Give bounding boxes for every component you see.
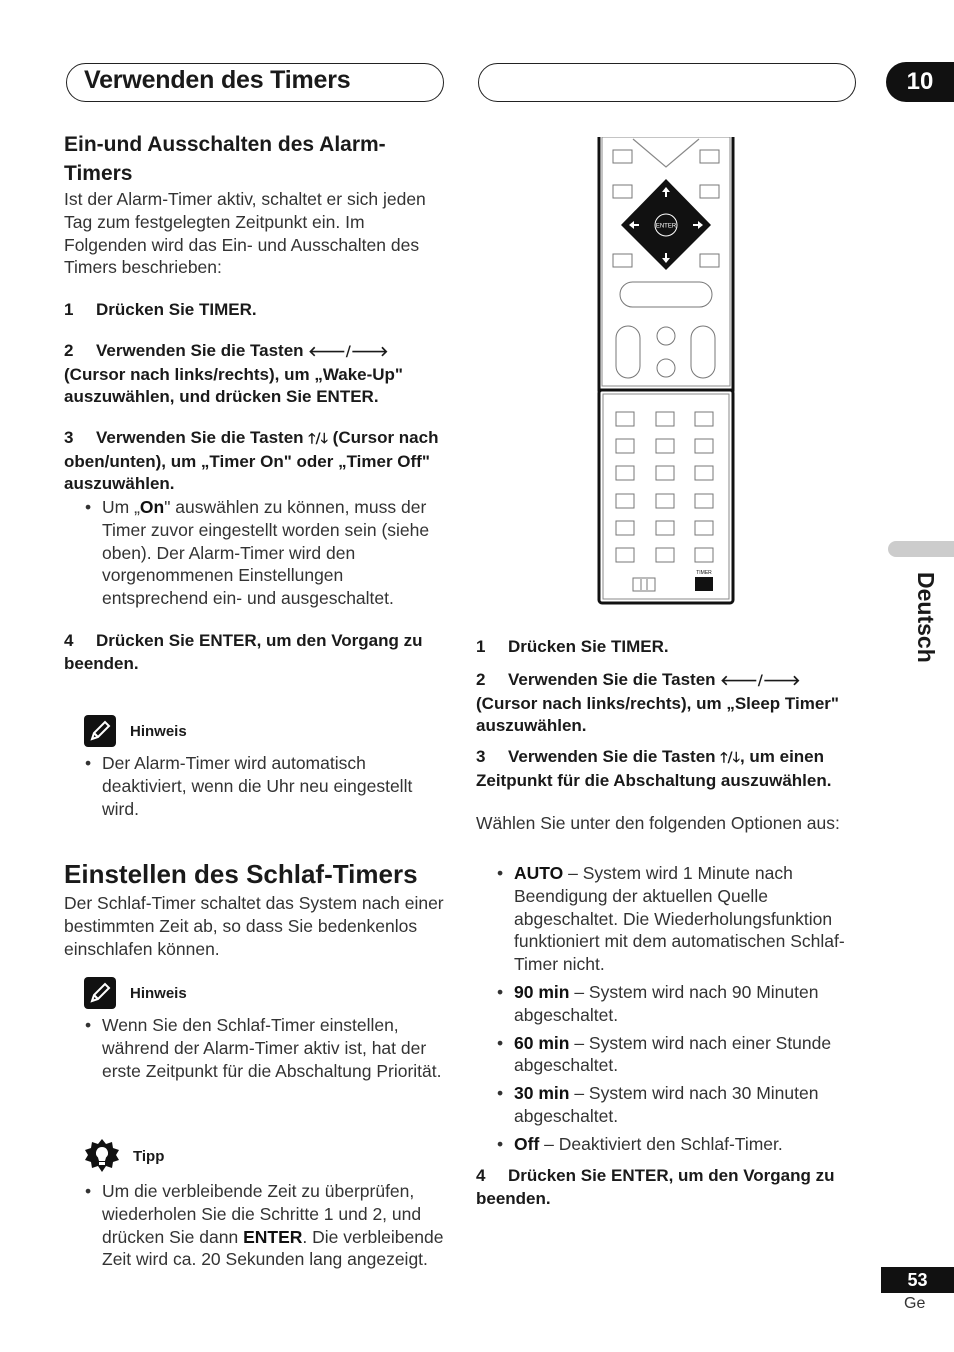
note-pencil-icon: [84, 977, 116, 1009]
option-desc: – System wird 1 Minute nach Beendigung der aktuellen Quelle abgeschaltet. Die Wiederholungsfunktion funktioniert mit dem automatischen Schlaf-Timer nicht.: [514, 863, 845, 975]
note-pencil-icon: [84, 715, 116, 747]
list-item: [476, 862, 860, 976]
up-down-arrows-icon: 🡑/🡓: [720, 750, 740, 766]
list-item: [476, 1082, 860, 1128]
sleep-intro: Der Schlaf-Timer schaltet das System nach einer bestimmten Zeit ab, so dass Sie bedenkenlos einschlafen können.: [64, 893, 444, 959]
remote-control-illustration: [597, 137, 735, 605]
tip-text-post: . Die verbleibende Zeit wird ca. 20 Sekunden lang angezeigt.: [102, 1226, 444, 1270]
page-number: 53: [881, 1267, 954, 1293]
language-tab-marker: [888, 541, 954, 557]
remote-timer-label: TIMER: [696, 570, 712, 576]
sleep-options-list: [476, 862, 860, 1156]
step-number: 4: [64, 631, 74, 650]
alarm-note-list: [64, 752, 448, 820]
list-item: [476, 1032, 860, 1078]
alarm-step-4: [64, 630, 444, 675]
option-desc: – System wird nach 30 Minuten abgeschaltet.: [514, 1083, 819, 1126]
page-language-code: Ge: [904, 1295, 926, 1312]
tip-bulb-icon: [84, 1138, 120, 1174]
bullet-text-pre: Um „: [102, 497, 140, 517]
sleep-step3-sub: Wählen Sie unter den folgenden Optionen aus:: [476, 813, 840, 833]
step-text-pre: Verwenden Sie die Tasten: [96, 428, 309, 447]
alarm-step-2: [64, 340, 448, 409]
alarm-step-1: [64, 299, 446, 322]
step-text-pre: Verwenden Sie die Tasten: [508, 670, 721, 689]
alarm-step-3: [64, 427, 448, 496]
left-right-arrows-icon: 🡐/🡒: [720, 673, 801, 689]
bullet-bold: On: [139, 497, 165, 517]
step-number: 3: [476, 747, 486, 766]
note-label: Hinweis: [130, 985, 187, 1002]
remote-enter-label: ENTER: [655, 223, 677, 230]
option-key: AUTO: [514, 863, 564, 883]
chapter-number: 10: [886, 62, 954, 102]
option-key: Off: [514, 1133, 540, 1154]
option-desc: – System wird nach einer Stunde abgeschaltet.: [514, 1032, 832, 1076]
step-text-post: (Cursor nach oben/unten), um „Timer On" oder „Timer Off" auszuwählen.: [64, 428, 439, 493]
option-key: 30 min: [514, 1083, 570, 1104]
alarm-heading: Ein-und Ausschalten des Alarm-Timers: [64, 133, 386, 185]
sleep-step-3: [476, 746, 864, 792]
step-text-post: (Cursor nach links/rechts), um „Sleep Timer" auszuwählen.: [476, 693, 839, 735]
step-number: 2: [476, 670, 486, 689]
step-number: 1: [64, 300, 74, 319]
left-right-arrows-icon: 🡐/🡒: [308, 344, 389, 360]
option-key: 90 min: [514, 981, 570, 1002]
sleep-step-1: [476, 636, 860, 659]
step-number: 4: [476, 1166, 486, 1185]
step-number: 1: [476, 637, 486, 656]
list-item: [64, 496, 448, 610]
tip-bold: ENTER: [243, 1226, 303, 1247]
list-item: [64, 1180, 448, 1271]
option-desc: – Deaktiviert den Schlaf-Timer.: [539, 1133, 783, 1154]
list-item: • Wenn Sie den Schlaf-Timer einstellen, während der Alarm-Timer aktiv ist, hat der erste Zeitpunkt für die Abschaltung Priorität.: [64, 1014, 448, 1082]
tip-label: Tipp: [133, 1148, 165, 1165]
sleep-step-2: [476, 669, 864, 738]
step-text: Drücken Sie ENTER, um den Vorgang zu beenden.: [64, 631, 423, 673]
step-text: Drücken Sie TIMER.: [508, 637, 669, 656]
page-title: Verwenden des Timers: [84, 66, 351, 94]
step-text-pre: Verwenden Sie die Tasten: [96, 341, 309, 360]
step-text-post: (Cursor nach links/rechts), um „Wake-Up" auszuwählen, und drücken Sie ENTER.: [64, 364, 403, 406]
tip-text-pre: Um die verbleibende Zeit zu überprüfen, wiederholen Sie die Schritte 1 und 2, und drücken Sie dann: [102, 1181, 422, 1247]
step-text: Drücken Sie ENTER, um den Vorgang zu beenden.: [476, 1166, 835, 1208]
step-number: 3: [64, 428, 74, 447]
option-key: 60 min: [514, 1032, 570, 1053]
header-empty-pill: [478, 63, 856, 102]
list-item: [476, 1133, 860, 1156]
sleep-step-4: [476, 1165, 856, 1210]
option-desc: – System wird nach 90 Minuten abgeschaltet.: [514, 981, 819, 1025]
sleep-heading: Einstellen des Schlaf-Timers: [64, 859, 418, 889]
sleep-tip-list: [64, 1180, 448, 1271]
step-number: 2: [64, 341, 74, 360]
list-item: • Der Alarm-Timer wird automatisch deaktiviert, wenn die Uhr neu eingestellt wird.: [64, 752, 448, 820]
alarm-step3-bullets: [64, 496, 448, 610]
language-label: Deutsch: [913, 572, 939, 663]
note-label: Hinweis: [130, 723, 187, 740]
up-down-arrows-icon: 🡑/🡓: [308, 431, 328, 447]
sleep-note-list: [64, 1014, 448, 1082]
bullet-text-post: " auswählen zu können, muss der Timer zuvor eingestellt worden sein (siehe oben). Der Alarm-Timer wird den vorgenommenen Einstellungen entsprechend ein- und ausgeschaltet.: [102, 497, 430, 609]
step-text: Drücken Sie TIMER.: [96, 300, 257, 319]
step-text-pre: Verwenden Sie die Tasten: [508, 747, 721, 766]
step-text-post: , um einen Zeitpunkt für die Abschaltung auszuwählen.: [476, 747, 832, 790]
alarm-intro: Ist der Alarm-Timer aktiv, schaltet er sich jeden Tag zum festgelegten Zeitpunkt ein. Im Folgenden wird das Ein- und Ausschalten des Timers beschrieben:: [64, 189, 426, 278]
list-item: [476, 981, 860, 1027]
